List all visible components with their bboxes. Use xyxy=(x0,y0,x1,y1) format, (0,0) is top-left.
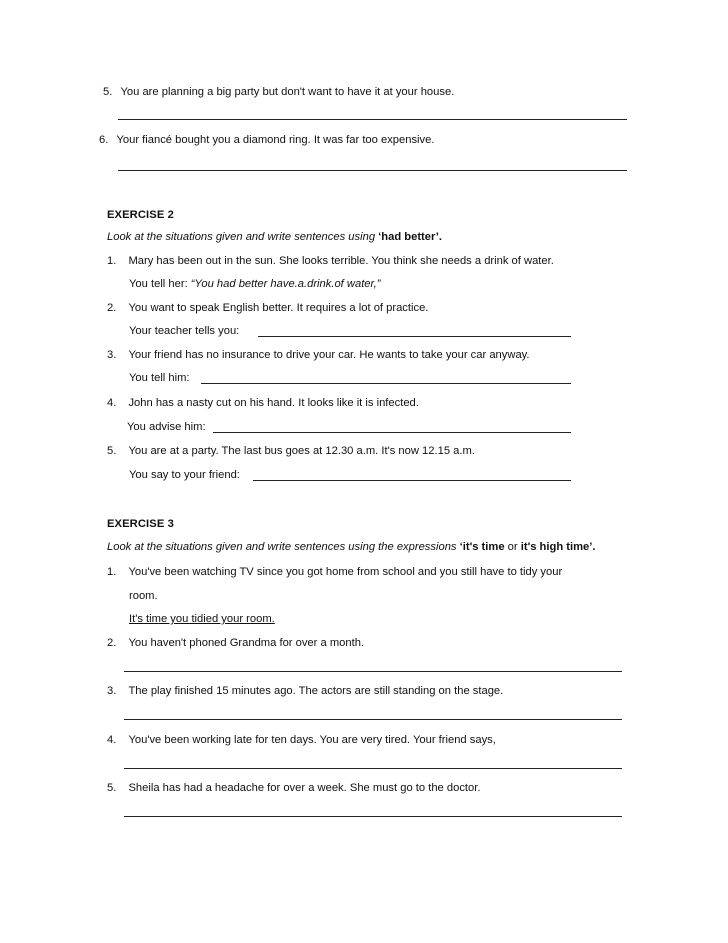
item-text: Mary has been out in the sun. She looks terrible. You think she needs a drink of water. xyxy=(128,255,554,267)
item-number: 3. xyxy=(107,349,117,361)
item-number: 1. xyxy=(107,566,117,578)
ex3-item1 xyxy=(107,565,562,579)
item-text: The play finished 15 minutes ago. The actors are still standing on the stage. xyxy=(128,685,504,697)
item-number: 5. xyxy=(103,86,113,98)
ex2-item2-response xyxy=(129,324,239,338)
ex2-item4 xyxy=(107,396,419,410)
item-number: 5. xyxy=(107,445,117,457)
ex2-item4-response xyxy=(127,420,206,434)
response-prompt: You advise him: xyxy=(127,421,206,433)
item-text: John has a nasty cut on his hand. It looks like it is infected. xyxy=(128,397,419,409)
sample-answer: It's time you tidied your room. xyxy=(129,613,275,625)
response-prompt: You say to your friend: xyxy=(129,469,240,481)
item-text: You are planning a big party but don't want to have it at your house. xyxy=(120,86,455,98)
answer-line[interactable] xyxy=(258,336,571,337)
instruction-term-2: it's high time’. xyxy=(520,541,596,553)
ex3-item1-text-cont: room. xyxy=(129,590,158,602)
item-text: You are at a party. The last bus goes at 12.30 a.m. It's now 12.15 a.m. xyxy=(128,445,475,457)
sample-answer: “You had better have.a.drink.of water,” xyxy=(190,278,381,290)
item-number: 4. xyxy=(107,397,117,409)
item-number: 5. xyxy=(107,782,117,794)
answer-line[interactable] xyxy=(124,768,622,769)
exercise2-instruction xyxy=(107,230,442,244)
exercise3-heading: EXERCISE 3 xyxy=(107,518,174,530)
item-text: You've been watching TV since you got home from school and you still have to tidy your xyxy=(128,566,563,578)
ex2-item2 xyxy=(107,301,428,315)
ex3-item2 xyxy=(107,636,364,650)
response-prompt: You tell him: xyxy=(129,372,190,384)
exercise2-heading: EXERCISE 2 xyxy=(107,209,174,221)
item-number: 2. xyxy=(107,637,117,649)
ex2-item3-response xyxy=(129,371,190,385)
ex3-item5 xyxy=(107,781,480,795)
answer-line[interactable] xyxy=(253,480,571,481)
ex2-item3 xyxy=(107,348,530,362)
instruction-or: or xyxy=(504,541,521,553)
response-prompt: You tell her: xyxy=(129,278,191,290)
instruction-text: Look at the situations given and write sentences using the expressions xyxy=(107,541,460,553)
item-text: You want to speak English better. It requires a lot of practice. xyxy=(128,302,429,314)
ex1-item5 xyxy=(103,85,454,99)
answer-line[interactable] xyxy=(118,119,627,120)
item-text: Your friend has no insurance to drive your car. He wants to take your car anyway. xyxy=(128,349,530,361)
answer-line[interactable] xyxy=(118,170,627,171)
exercise3-instruction xyxy=(107,540,596,554)
instruction-term-1: ‘it's time xyxy=(459,541,505,553)
instruction-text: Look at the situations given and write sentences using xyxy=(107,231,379,243)
answer-line[interactable] xyxy=(213,432,571,433)
item-number: 6. xyxy=(99,134,109,146)
ex3-item4 xyxy=(107,733,496,747)
answer-line[interactable] xyxy=(124,719,622,720)
item-text: You haven't phoned Grandma for over a month. xyxy=(128,637,365,649)
ex3-item3 xyxy=(107,684,503,698)
response-prompt: Your teacher tells you: xyxy=(129,325,240,337)
item-text: Your fiancé bought you a diamond ring. It was far too expensive. xyxy=(116,134,435,146)
item-number: 4. xyxy=(107,734,117,746)
ex2-item1-response xyxy=(129,277,380,291)
ex2-item5 xyxy=(107,444,475,458)
ex2-item5-response xyxy=(129,468,240,482)
answer-line[interactable] xyxy=(124,671,622,672)
item-text: Sheila has had a headache for over a week. She must go to the doctor. xyxy=(128,782,481,794)
item-text: You've been working late for ten days. You are very tired. Your friend says, xyxy=(128,734,496,746)
answer-line[interactable] xyxy=(201,383,571,384)
item-number: 1. xyxy=(107,255,117,267)
item-number: 3. xyxy=(107,685,117,697)
answer-line[interactable] xyxy=(124,816,622,817)
ex1-item6 xyxy=(99,133,434,147)
item-number: 2. xyxy=(107,302,117,314)
ex2-item1 xyxy=(107,254,554,268)
instruction-term: ‘had better’. xyxy=(378,231,442,243)
